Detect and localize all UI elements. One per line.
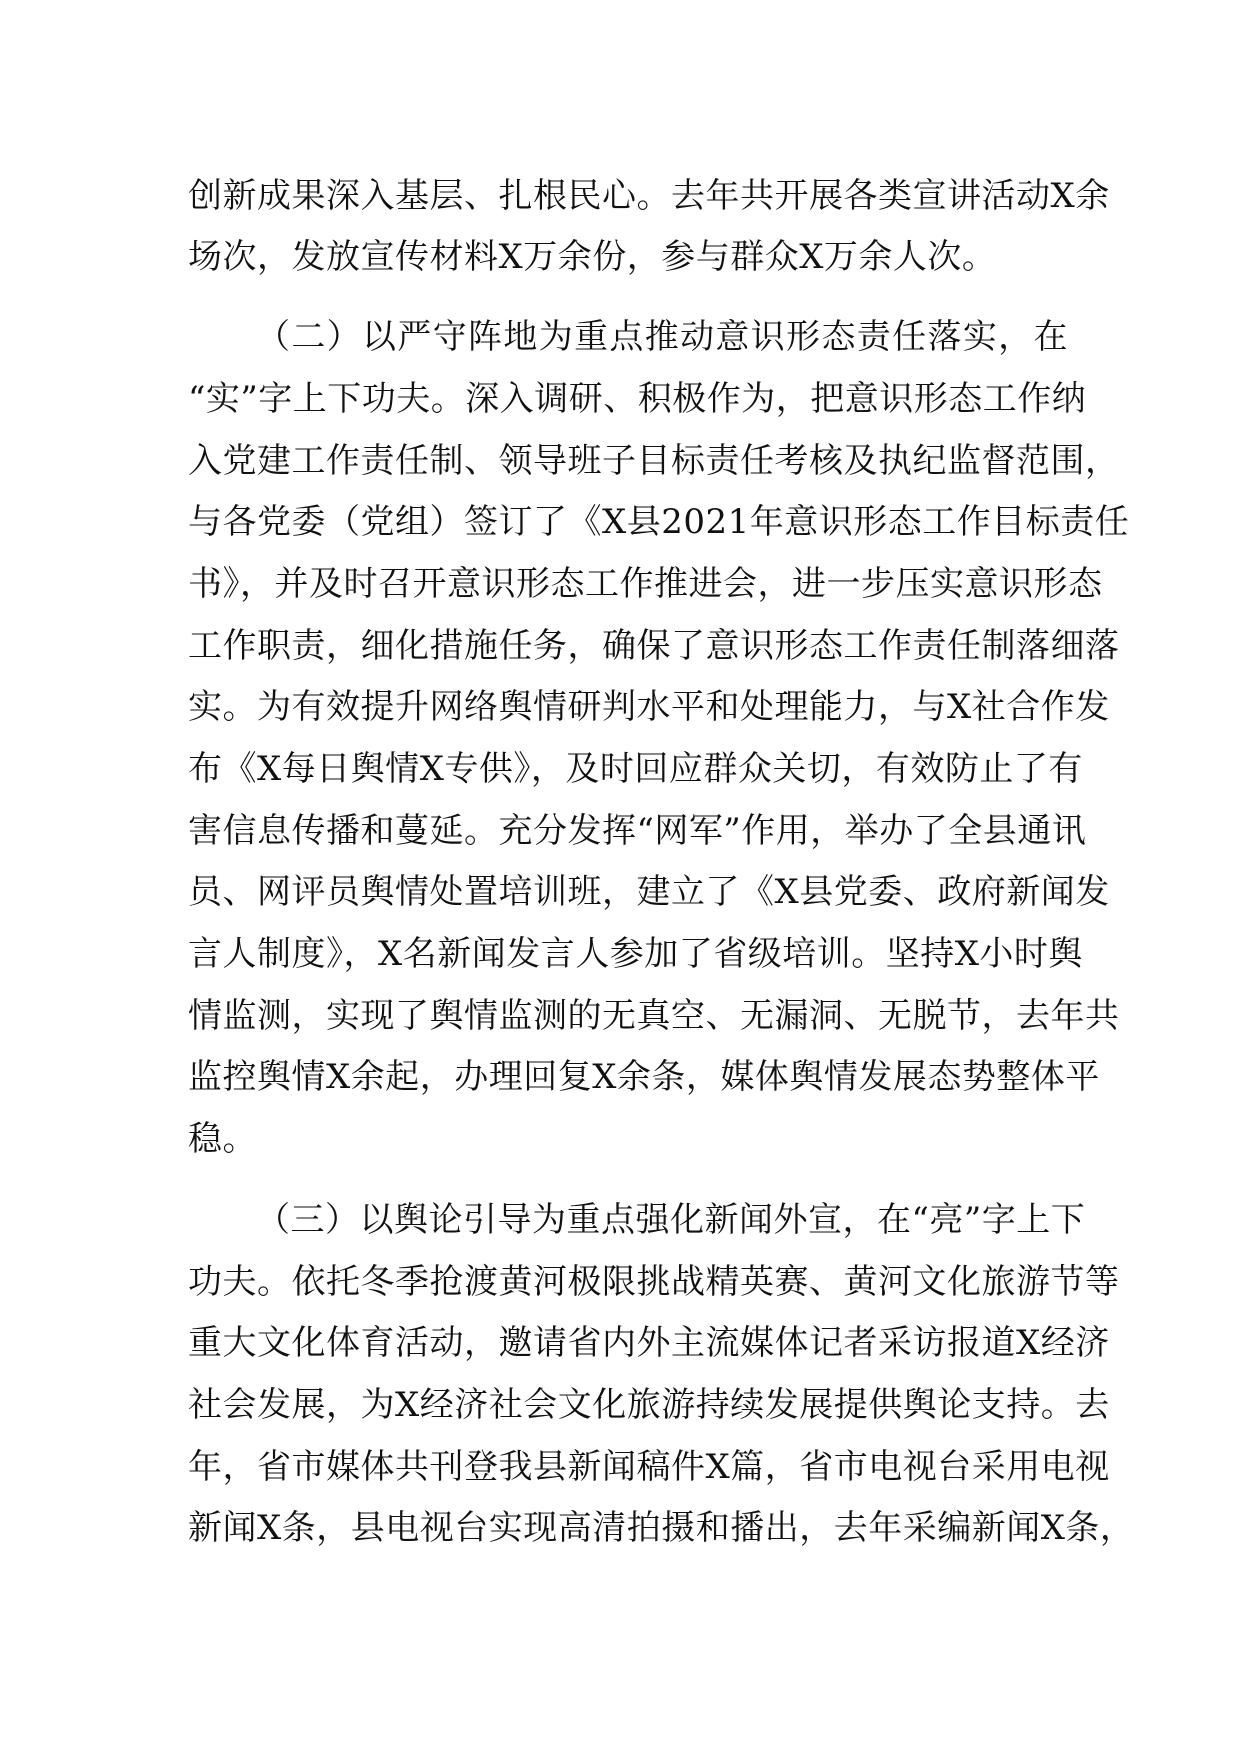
text-line: 新闻X条，县电视台实现高清拍摄和播出，去年采编新闻X条， [188,1508,1135,1548]
text-line: 创新成果深入基层、扎根民心。去年共开展各类宣讲活动X余 [188,176,1110,216]
text-line: 监控舆情X余起，办理回复X余条，媒体舆情发展态势整体平 [188,1057,1100,1097]
text-line: “实”字上下功夫。深入调研、积极作为，把意识形态工作纳 [188,379,1087,419]
text-line: 实。为有效提升网络舆情研判水平和处理能力，与X社合作发 [188,687,1110,727]
text-line: 入党建工作责任制、领导班子目标责任考核及执纪监督范围， [188,441,1120,481]
text-line: 害信息传播和蔓延。充分发挥“网军”作用，举办了全县通讯 [188,811,1087,851]
text-line: 重大文化体育活动，邀请省内外主流媒体记者采访报道X经济 [188,1323,1110,1363]
text-line: 布《X每日舆情X专供》，及时回应群众关切，有效防止了有 [188,749,1083,789]
text-line: 书》，并及时召开意识形态工作推进会，进一步压实意识形态 [188,564,1103,604]
text-line: 功夫。依托冬季抢渡黄河极限挑战精英赛、黄河文化旅游节等 [188,1262,1120,1302]
text-line: 与各党委（党组）签订了《X县2021年意识形态工作目标责任 [188,502,1130,542]
text-line: 言人制度》，X名新闻发言人参加了省级培训。坚持X小时舆 [188,934,1083,974]
text-line: 场次，发放宣传材料X万余份，参与群众X万余人次。 [188,237,997,277]
text-line: 社会发展，为X经济社会文化旅游持续发展提供舆论支持。去 [188,1385,1110,1425]
text-line: 年，省市媒体共刊登我县新闻稿件X篇，省市电视台采用电视 [188,1447,1110,1487]
text-line: 稳。 [188,1119,257,1159]
text-line: 工作职责，细化措施任务，确保了意识形态工作责任制落细落 [188,626,1120,666]
text-line: 员、网评员舆情处置培训班，建立了《X县党委、政府新闻发 [188,872,1110,912]
paragraph-heading-line: （三）以舆论引导为重点强化新闻外宣，在“亮”字上下 [256,1200,1086,1240]
text-line: 情监测，实现了舆情监测的无真空、无漏洞、无脱节，去年共 [188,996,1120,1036]
paragraph-heading-line: （二）以严守阵地为重点推动意识形态责任落实，在 [256,317,1068,357]
